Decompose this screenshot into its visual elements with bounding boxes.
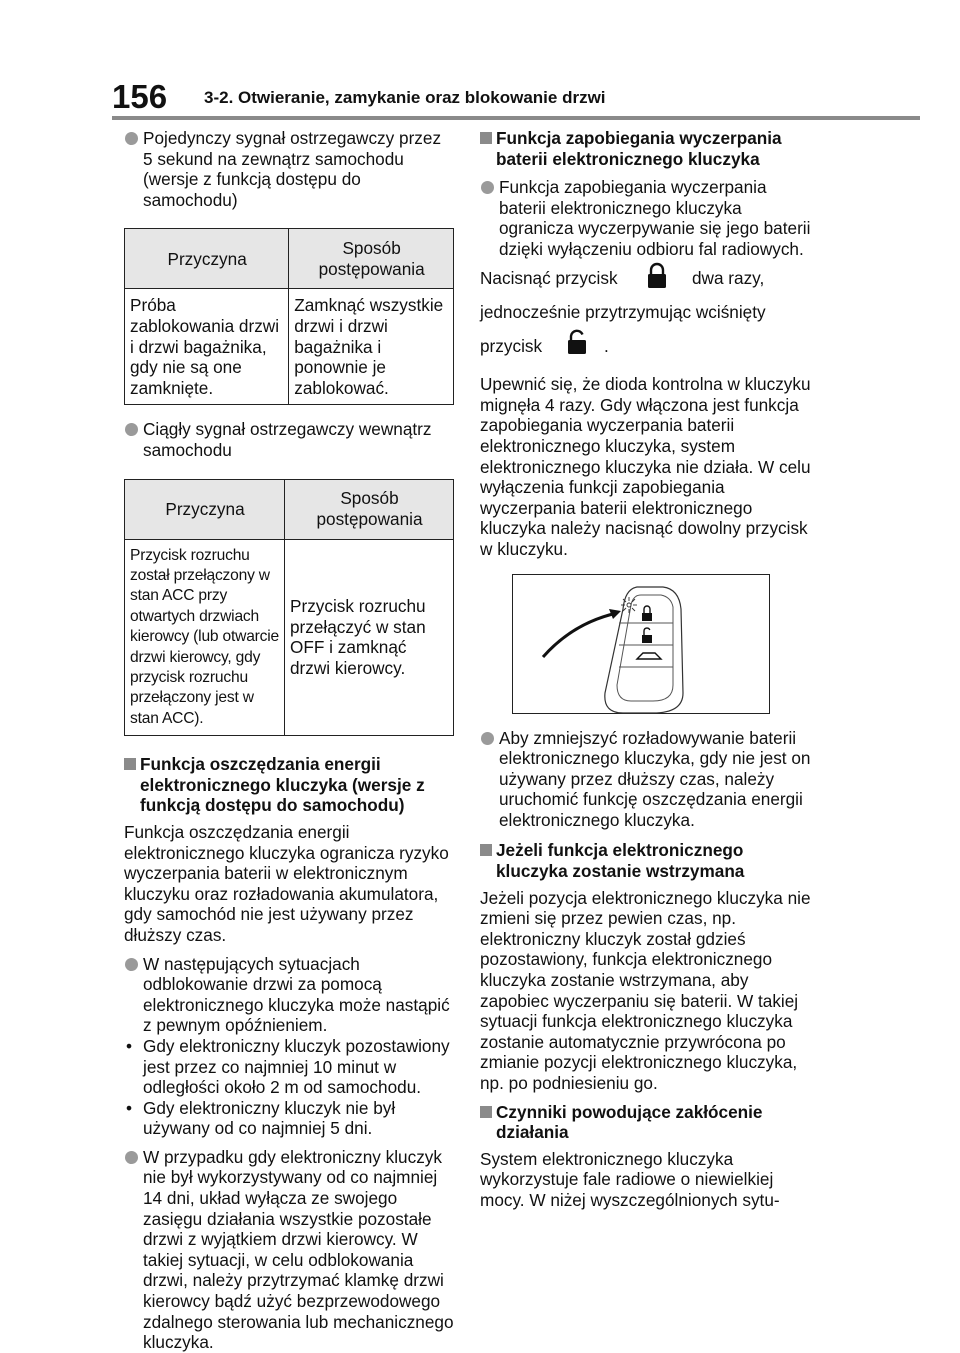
- table-header-action: Sposób postępowania: [289, 229, 454, 289]
- table-cell-cause: Próba zablokowania drzwi i drzwi bagażnika, gdy nie są one zamknięte.: [125, 289, 289, 405]
- instruction-line: jednocześnie przytrzymując wciśnięty: [480, 301, 766, 322]
- key-fob-illustration: [512, 574, 770, 714]
- pointer-arrow-icon: [543, 613, 617, 657]
- dash-marker-icon: •: [126, 1097, 133, 1118]
- cause-table-2: [124, 479, 454, 737]
- heading-square-icon: [124, 758, 136, 770]
- dash-text: Gdy elektroniczny kluczyk nie był używany od co najmniej 5 dni.: [143, 1097, 396, 1139]
- table-cell-action: Zamknąć wszystkie drzwi i drzwi bagażnika i ponownie je zablokować.: [289, 289, 454, 405]
- bullet-text: Aby zmniejszyć rozładowywanie baterii elektronicznego kluczyka, gdy nie jest on używany przez dłuższy czas, należy uruchomić funkcję oszczędzania energii elektronicznego kluczyka.: [499, 727, 811, 830]
- dash-item: [124, 1036, 454, 1098]
- instruction-line: [480, 336, 812, 370]
- bullet-text: W przypadku gdy elektroniczny kluczyk nie był wykorzystywany od co najmniej 14 dni, układ wyłącza ze swojego zasięgu działania wszystkie pozostałe drzwi z wyjątkiem drzwi kierowcy. W takiej sytuacji, w celu odblokowania drzwi, należy przytrzymać klamkę drzwi kierowcy bądź użyć bezprzewodowego zdalnego sterowania lub mechanicznego kluczyka.: [143, 1146, 454, 1353]
- cause-table-1: [124, 228, 454, 405]
- table-cell-action: Przycisk rozruchu przełączyć w stan OFF i zamknąć drzwi kierowcy.: [285, 539, 454, 736]
- heading-square-icon: [480, 132, 492, 144]
- bullet-dot-icon: [125, 958, 138, 971]
- dash-item: [124, 1098, 454, 1139]
- page-number: 156: [112, 78, 168, 115]
- table-header-action: Sposób postępowania: [285, 479, 454, 539]
- section-heading: [480, 840, 812, 881]
- bullet-item: [124, 419, 454, 460]
- instruction-text: .: [604, 336, 609, 357]
- bullet-item: [124, 1147, 454, 1353]
- instruction-text: przycisk: [480, 336, 543, 357]
- section-heading: [480, 1102, 812, 1143]
- key-fob-drawing: [513, 575, 769, 713]
- bullet-dot-icon: [125, 1151, 138, 1164]
- dash-marker-icon: •: [126, 1035, 133, 1056]
- heading-text: Czynniki powodujące zakłócenie działania: [496, 1101, 763, 1143]
- heading-text: Funkcja oszczędzania energii elektronicznego kluczyka (wersje z funkcją dostępu do samochodu): [140, 754, 425, 816]
- heading-text: Funkcja zapobiegania wyczerpania baterii elektronicznego kluczyka: [496, 128, 782, 169]
- bullet-item: [480, 177, 812, 259]
- heading-square-icon: [480, 1106, 492, 1118]
- page-header: [112, 80, 920, 120]
- instruction-text: Nacisnąć przycisk: [480, 267, 618, 288]
- bullet-dot-icon: [481, 181, 494, 194]
- led-indicator-icon: [621, 597, 637, 613]
- table-cell-cause: Przycisk rozruchu został przełączony w stan ACC przy otwartych drzwiach kierowcy (lub otwarcie drzwi kierowcy, gdy przycisk rozruchu przełączony jest w stan ACC).: [125, 539, 285, 736]
- heading-text: Jeżeli funkcja elektronicznego kluczyka zostanie wstrzymana: [496, 840, 745, 882]
- dash-text: Gdy elektroniczny kluczyk pozostawiony jest przez co najmniej 10 minut w odległości około 2 m od samochodu.: [143, 1035, 450, 1098]
- paragraph: System elektronicznego kluczyka wykorzystuje fale radiowe o niewielkiej mocy. W niżej wyszczególnionych sytu-: [480, 1148, 780, 1210]
- paragraph: Jeżeli pozycja elektronicznego kluczyka nie zmieni się przez pewien czas, np. elektroniczny kluczyk został gdzieś pozostawiony, funkcja elektronicznego kluczyka zostanie wstrzymana, aby zapobiec wyczerpaniu się baterii. W takiej sytuacji funkcja elektronicznego kluczyka zostanie automatycznie przywrócona po zmianie pozycji elektronicznego kluczyka, np. po podniesieniu go.: [480, 887, 811, 1093]
- bullet-text: Funkcja zapobiegania wyczerpania baterii elektronicznego kluczyka ogranicza wyczerpywanie się jego baterii dzięki wyłączeniu odbioru fal radiowych.: [499, 177, 811, 259]
- instruction-text: dwa razy,: [692, 267, 765, 288]
- table-header-cause: Przyczyna: [125, 479, 285, 539]
- header-rule: [112, 116, 920, 120]
- left-column: [124, 128, 454, 1353]
- right-column: [480, 128, 812, 1211]
- heading-square-icon: [480, 844, 492, 856]
- unlock-icon: [566, 328, 588, 356]
- bullet-dot-icon: [125, 423, 138, 436]
- section-heading: [480, 128, 812, 169]
- table-header-cause: Przyczyna: [125, 229, 289, 289]
- lock-icon: [646, 262, 668, 290]
- chapter-title: 3-2. Otwieranie, zamykanie oraz blokowanie drzwi: [204, 88, 606, 107]
- bullet-item: [124, 954, 454, 1036]
- paragraph: Funkcja oszczędzania energii elektronicznego kluczyka ogranicza ryzyko wyczerpania baterii w elektronicznym kluczyku oraz rozładowania akumulatora, gdy samochód nie jest używany przez dłuższy czas.: [124, 821, 449, 945]
- paragraph: Upewnić się, że dioda kontrolna w kluczyku mignęła 4 razy. Gdy włączona jest funkcja zapobiegania wyczerpania baterii elektronicznego kluczyka, system elektronicznego kluczyka nie działa. W celu wyłączenia funkcji zapobiegania wyczerpania baterii elektronicznego kluczyka należy nacisnąć dowolny przycisk w kluczyku.: [480, 374, 811, 559]
- bullet-item: [480, 728, 812, 831]
- bullet-dot-icon: [125, 132, 138, 145]
- instruction-line: [480, 268, 812, 302]
- section-heading: [124, 754, 454, 816]
- bullet-item: [124, 128, 454, 210]
- bullet-text: W następujących sytuacjach odblokowanie drzwi za pomocą elektronicznego kluczyka może nastąpić z pewnym opóźnieniem.: [143, 953, 450, 1036]
- bullet-text: Ciągły sygnał ostrzegawczy wewnątrz samochodu: [143, 419, 432, 460]
- bullet-text: Pojedynczy sygnał ostrzegawczy przez 5 sekund na zewnątrz samochodu (wersje z funkcją dostępu do samochodu): [143, 128, 442, 210]
- bullet-dot-icon: [481, 732, 494, 745]
